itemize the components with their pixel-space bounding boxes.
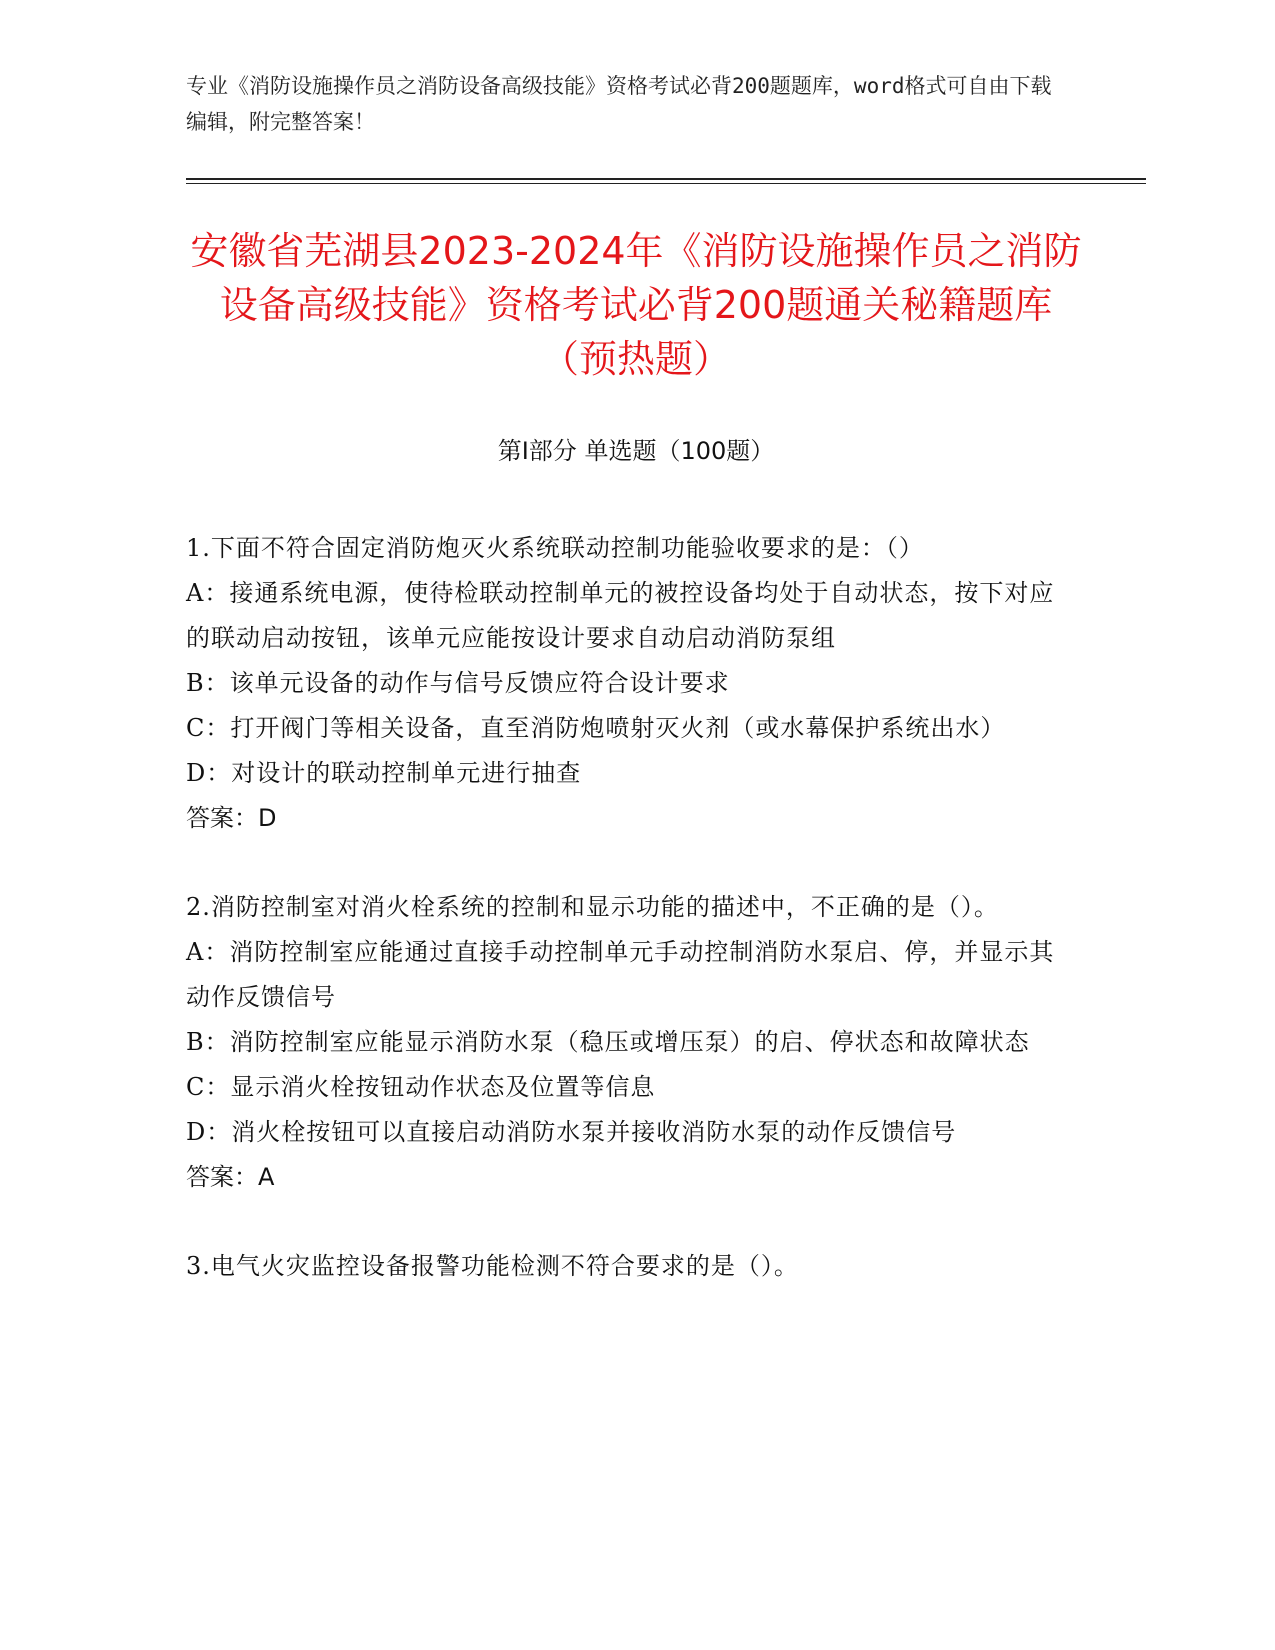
- option-d: D：对设计的联动控制单元进行抽查: [186, 759, 582, 787]
- answer: 答案：A: [186, 1163, 275, 1191]
- header-divider-thin: [186, 183, 1146, 184]
- question-stem: 2.消防控制室对消火栓系统的控制和显示功能的描述中，不正确的是（）。: [186, 893, 999, 921]
- option-c: C：显示消火栓按钮动作状态及位置等信息: [186, 1073, 656, 1101]
- question-2: [186, 885, 1066, 1200]
- option-d: D：消火栓按钮可以直接启动消防水泵并接收消防水泵的动作反馈信号: [186, 1118, 957, 1146]
- header-note: 专业《消防设施操作员之消防设备高级技能》资格考试必背200题题库，word格式可自由下载编辑，附完整答案！: [186, 74, 1052, 134]
- option-b: B：该单元设备的动作与信号反馈应符合设计要求: [186, 669, 730, 697]
- header-divider: [186, 178, 1146, 180]
- question-list: [186, 526, 1066, 1333]
- question-1: [186, 526, 1066, 841]
- question-3: [186, 1244, 1066, 1289]
- question-stem: 3.电气火灾监控设备报警功能检测不符合要求的是（）。: [186, 1252, 799, 1280]
- option-c: C：打开阀门等相关设备，直至消防炮喷射灭火剂（或水幕保护系统出水）: [186, 714, 1006, 742]
- question-stem: 1.下面不符合固定消防炮灭火系统联动控制功能验收要求的是：（）: [186, 534, 924, 562]
- answer: 答案：D: [186, 804, 277, 832]
- document-title: 安徽省芜湖县2023-2024年《消防设施操作员之消防设备高级技能》资格考试必背200题通关秘籍题库（预热题）: [190, 229, 1082, 381]
- option-a: A：接通系统电源，使待检联动控制单元的被控设备均处于自动状态，按下对应的联动启动按钮，该单元应能按设计要求自动启动消防泵组: [186, 579, 1055, 652]
- option-a: A：消防控制室应能通过直接手动控制单元手动控制消防水泵启、停，并显示其动作反馈信号: [186, 938, 1055, 1011]
- option-b: B：消防控制室应能显示消防水泵（稳压或增压泵）的启、停状态和故障状态: [186, 1028, 1030, 1056]
- section-title: 第Ⅰ部分 单选题（100题）: [497, 437, 775, 465]
